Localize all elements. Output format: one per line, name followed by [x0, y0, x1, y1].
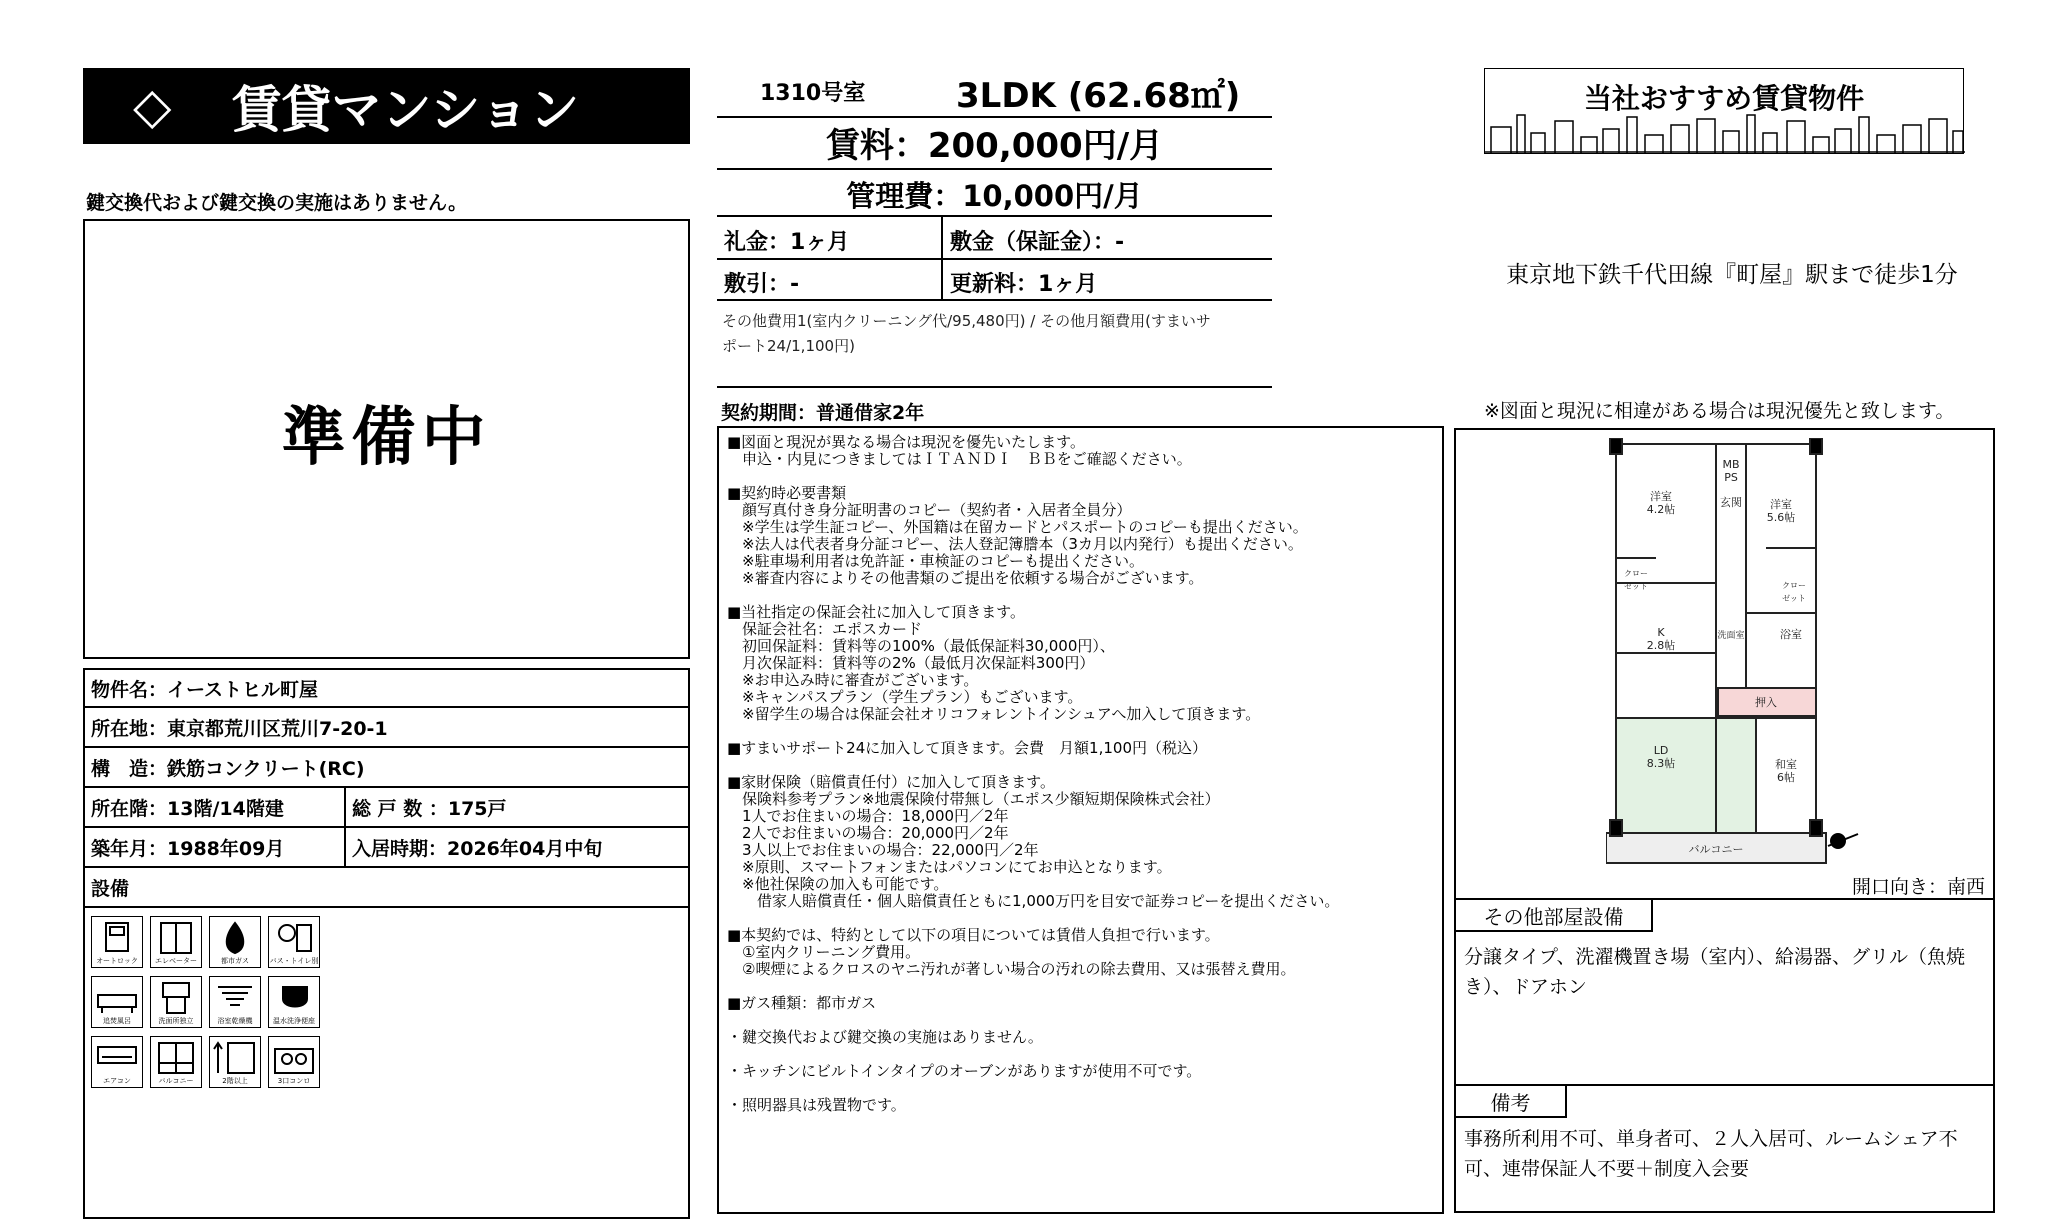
built-movein-row	[83, 828, 690, 868]
property-address: 所在地：東京都荒川区荒川7-20-1	[83, 708, 690, 748]
property-move-in: 入居時期：2026年04月中旬	[352, 837, 603, 860]
facility-label: バルコニー	[158, 1077, 194, 1085]
facility-label: エアコン	[103, 1077, 131, 1085]
washlet-icon	[268, 976, 320, 1028]
facility-label: 3口コンロ	[277, 1077, 311, 1085]
deposit: 敷金（保証金）：-	[950, 230, 1125, 255]
compass-icon	[1828, 834, 1858, 848]
equipment-label: 設備	[83, 868, 690, 908]
skyline-icon	[1485, 113, 1965, 153]
remarks-text: 事務所利用不可、単身者可、２人入居可、ルームシェア不可、連帯保証人不要＋制度入会要	[1464, 1128, 1958, 1180]
room-label-ld: LD 8.3帖	[1646, 744, 1676, 770]
deduction: 敷引：-	[724, 272, 800, 297]
room-label-entrance: 玄関	[1720, 496, 1742, 509]
room-layout: 3LDK (62.68㎡)	[956, 76, 1241, 116]
contract-period: 契約期間：普通借家2年	[721, 402, 925, 424]
divider	[717, 215, 1272, 217]
recommend-title: 当社おすすめ賃貸物件	[1583, 82, 1865, 115]
diamond-icon: ◇	[133, 77, 172, 135]
other-equipment-text: 分譲タイプ、洗濯機置き場（室内）、給湯器、グリル（魚焼き）、ドアホン	[1464, 946, 1966, 998]
property-built: 築年月：1988年09月	[85, 828, 346, 866]
room-label-washroom: 洗面室	[1717, 631, 1745, 641]
room-label-balcony: バルコニー	[1688, 843, 1744, 856]
balcony-icon	[150, 1036, 202, 1088]
facility-label: 追焚風呂	[103, 1017, 131, 1025]
equipment-area	[83, 908, 690, 1219]
property-structure: 構 造：鉄筋コンクリート(RC)	[83, 748, 690, 788]
plan-notice: ※図面と現況に相違がある場合は現況優先と致します。	[1484, 400, 1955, 422]
divider	[941, 217, 943, 299]
facility-label: 洗面所独立	[158, 1017, 194, 1025]
floorplan-drawing	[1606, 438, 1866, 868]
floor-units-row	[83, 788, 690, 828]
room-label-western-2: 洋室 5.6帖	[1766, 498, 1796, 524]
divider	[717, 258, 1272, 260]
photo-area	[83, 219, 690, 659]
facility-label: オートロック	[96, 957, 138, 965]
notes-box	[717, 426, 1444, 1214]
room-label-mbps: MB PS	[1722, 458, 1740, 484]
notes-text: ■図面と現況が異なる場合は現況を優先いたします。 申込・内見につきましてはＩＴＡＮＤＩ ＢＢをご確認ください。 ■契約時必要書類 顔写真付き身分証明書のコピー（契約者・入居者全員分） ※学生は学生証コピー、外国籍は在留カードとパスポートのコピーも提出ください。 ※法人は代表者身分証コピー、法人登記簿謄本（3カ月以内発行）も提出ください。 ※駐車場利用者は免許証・車検証のコピーも提出ください。 ※審査内容によりその他書類のご提出を依頼する場合がございます。 ■当社指定の保証会社に加入して頂きます。 保証会社名：エポスカード 初回保証料：賃料等の100%（最低保証料30,000円）、 月次保証料：賃料等の2%（最低月次保証料300円） ※お申込み時に審査がございます。 ※キャンパスプラン（学生プラン）もございます。 ※留学生の場合は保証会社オリコフォレントインシュアへ加入して頂きます。 ■すまいサポート24に加入して頂きます。会費 月額1,100円（税込） ■家財保険（賠償責任付）に加入して頂きます。 保険料参考プラン※地震保険付帯無し（エポス少額短期保険株式会社） 1人でお住まいの場合：18,000円／2年 2人でお住まいの場合：20,000円／2年 3人以上でお住まいの場合：22,000円／2年 ※原則、スマートフォンまたはパソコンにてお申込となります。 ※他社保険の加入も可能です。 借家人賠償責任・個人賠償責任ともに1,000万円を目安で証券コピーを提出ください。 ■本契約では、特約として以下の項目については賃借人負担で行います。 ①室内クリーニング費用。 ②喫煙によるクロスのヤニ汚れが著しい場合の汚れの除去費用、又は張替え費用。 ■ガス種類：都市ガス ・鍵交換代および鍵交換の実施はありません。 ・キッチンにビルトインタイプのオーブンがありますが使用不可です。 ・照明器具は残置物です。	[727, 433, 1340, 1114]
reheating-bath-icon	[91, 976, 143, 1028]
station-access: 東京地下鉄千代田線『町屋』駅まで徒歩1分	[1506, 262, 1958, 288]
room-label-bath: 浴室	[1780, 628, 1802, 641]
management-fee: 管理費：10,000円/月	[846, 179, 1143, 213]
photo-placeholder: 準備中	[281, 401, 492, 475]
property-table	[83, 668, 690, 1219]
bath-dryer-icon	[209, 976, 261, 1028]
opening-direction: 開口向き：南西	[1851, 876, 1985, 898]
rent: 賃料：200,000円/月	[825, 126, 1164, 166]
room-label-western-1: 洋室 4.2帖	[1646, 490, 1676, 516]
floorplan-box	[1454, 428, 1995, 1213]
other-equipment-label: その他部屋設備	[1456, 898, 1653, 932]
recommend-banner	[1484, 68, 1964, 154]
facility-label: 浴室乾燥機	[217, 1017, 253, 1025]
key-notice: 鍵交換代および鍵交換の実施はありません。	[86, 192, 468, 214]
elevator-icon	[150, 916, 202, 968]
room-number: 1310号室	[760, 81, 866, 106]
facility-label: 都市ガス	[221, 957, 249, 965]
property-name: 物件名：イーストヒル町屋	[83, 668, 690, 708]
renewal-fee: 更新料：1ヶ月	[950, 272, 1098, 297]
key-money: 礼金：1ヶ月	[724, 230, 850, 255]
room-label-japanese: 和室 6帖	[1775, 758, 1797, 784]
property-floor: 所在階：13階/14階建	[85, 788, 346, 826]
divider	[717, 386, 1272, 388]
room-label-closet-2: クローゼット	[1782, 581, 1806, 603]
divider	[717, 168, 1272, 170]
vanity-icon	[150, 976, 202, 1028]
divider	[717, 299, 1272, 301]
room-label-closet: 押入	[1755, 696, 1777, 709]
other-fees: その他費用1(室内クリーニング代/95,480円) / その他月額費用(すまいサ ポート24/1,100円)	[722, 312, 1211, 355]
auto-lock-icon	[91, 916, 143, 968]
facility-label: 2階以上	[222, 1077, 248, 1085]
room-label-kitchen: K 2.8帖	[1646, 626, 1676, 652]
remarks-label: 備考	[1456, 1084, 1567, 1118]
facility-label: 温水洗浄便座	[273, 1017, 315, 1025]
facility-label: エレベーター	[155, 957, 197, 965]
page-header	[83, 68, 690, 144]
stove-icon	[268, 1036, 320, 1088]
property-units: 総 戸 数 ：175戸	[352, 797, 507, 820]
bath-toilet-icon	[268, 916, 320, 968]
city-gas-icon	[209, 916, 261, 968]
second-floor-icon	[209, 1036, 261, 1088]
air-conditioner-icon	[91, 1036, 143, 1088]
facility-label: バス・トイレ別	[269, 957, 319, 965]
page-title: 賃貸マンション	[231, 81, 580, 139]
room-label-closet-1: クローゼット	[1624, 569, 1648, 591]
